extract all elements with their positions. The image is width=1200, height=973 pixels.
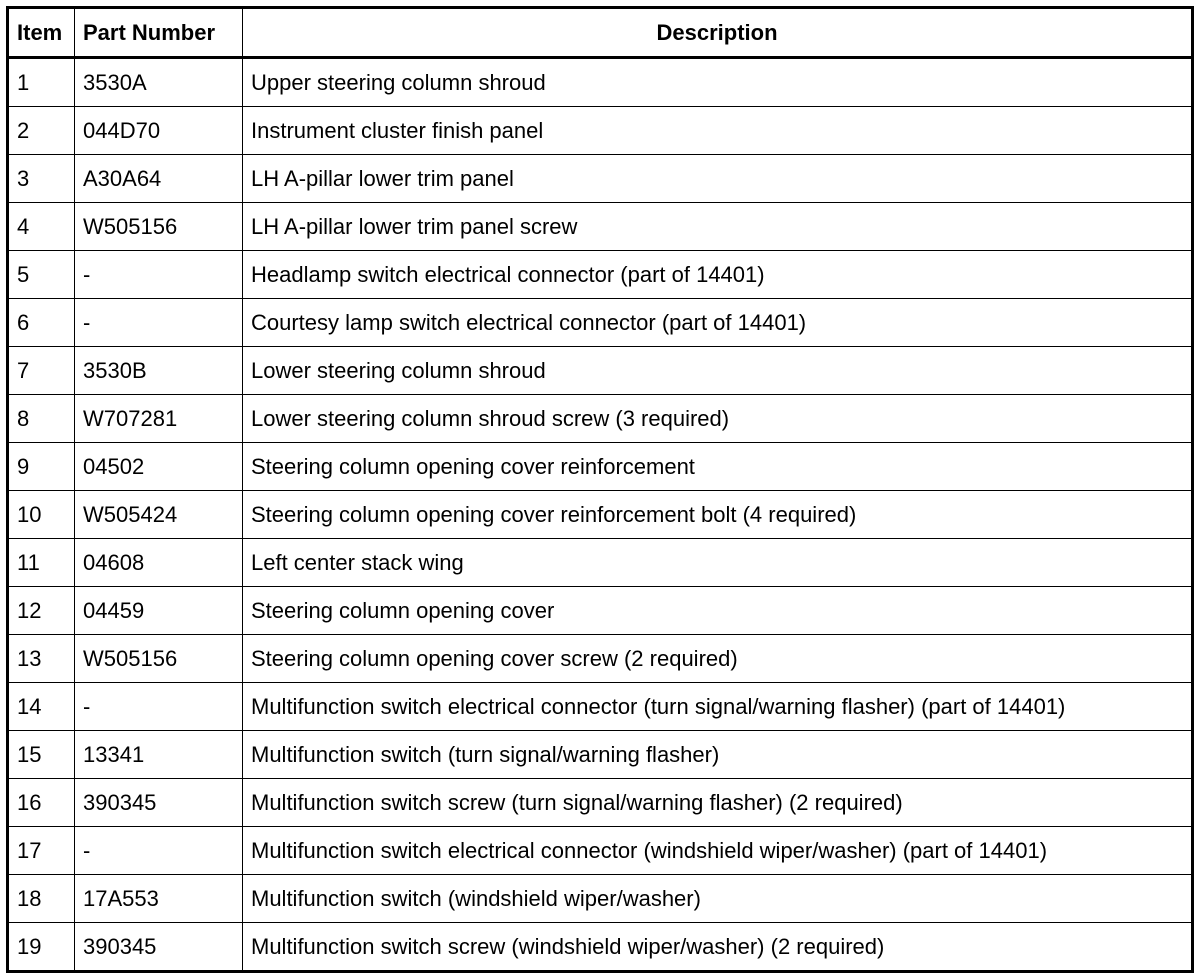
cell-part-number: -: [75, 251, 243, 299]
cell-item: 6: [8, 299, 75, 347]
cell-item: 15: [8, 731, 75, 779]
cell-description: Instrument cluster finish panel: [243, 107, 1193, 155]
cell-description: LH A-pillar lower trim panel screw: [243, 203, 1193, 251]
table-row: [8, 539, 1193, 587]
cell-item: 19: [8, 923, 75, 972]
cell-item: 5: [8, 251, 75, 299]
cell-part-number: 17A553: [75, 875, 243, 923]
parts-table: [6, 6, 1194, 973]
cell-item: 1: [8, 58, 75, 107]
cell-part-number: 3530A: [75, 58, 243, 107]
cell-description: Multifunction switch (windshield wiper/washer): [243, 875, 1193, 923]
cell-description: Courtesy lamp switch electrical connector (part of 14401): [243, 299, 1193, 347]
header-description: Description: [243, 8, 1193, 58]
cell-part-number: 04608: [75, 539, 243, 587]
table-body: [8, 58, 1193, 972]
cell-description: Upper steering column shroud: [243, 58, 1193, 107]
table-row: [8, 203, 1193, 251]
cell-item: 11: [8, 539, 75, 587]
cell-item: 9: [8, 443, 75, 491]
table-row: [8, 731, 1193, 779]
header-item: Item: [8, 8, 75, 58]
table-row: [8, 635, 1193, 683]
table-row: [8, 923, 1193, 972]
table-header: [8, 8, 1193, 58]
table-row: [8, 58, 1193, 107]
cell-item: 4: [8, 203, 75, 251]
cell-description: Lower steering column shroud screw (3 required): [243, 395, 1193, 443]
cell-description: Multifunction switch screw (turn signal/warning flasher) (2 required): [243, 779, 1193, 827]
table-row: [8, 251, 1193, 299]
table-row: [8, 347, 1193, 395]
cell-part-number: -: [75, 299, 243, 347]
cell-description: Steering column opening cover reinforcement: [243, 443, 1193, 491]
cell-part-number: 04502: [75, 443, 243, 491]
cell-item: 7: [8, 347, 75, 395]
cell-part-number: 044D70: [75, 107, 243, 155]
cell-description: Multifunction switch screw (windshield wiper/washer) (2 required): [243, 923, 1193, 972]
table-row: [8, 395, 1193, 443]
cell-description: Steering column opening cover screw (2 required): [243, 635, 1193, 683]
table-row: [8, 491, 1193, 539]
cell-item: 10: [8, 491, 75, 539]
cell-description: Multifunction switch (turn signal/warning flasher): [243, 731, 1193, 779]
header-row: [8, 8, 1193, 58]
cell-item: 16: [8, 779, 75, 827]
cell-item: 14: [8, 683, 75, 731]
cell-part-number: 3530B: [75, 347, 243, 395]
cell-description: Lower steering column shroud: [243, 347, 1193, 395]
table-row: [8, 107, 1193, 155]
cell-part-number: 04459: [75, 587, 243, 635]
table-row: [8, 827, 1193, 875]
cell-part-number: 13341: [75, 731, 243, 779]
cell-item: 8: [8, 395, 75, 443]
cell-part-number: -: [75, 827, 243, 875]
cell-part-number: 390345: [75, 923, 243, 972]
cell-item: 12: [8, 587, 75, 635]
cell-description: Headlamp switch electrical connector (part of 14401): [243, 251, 1193, 299]
cell-part-number: W707281: [75, 395, 243, 443]
header-part-number: Part Number: [75, 8, 243, 58]
cell-item: 18: [8, 875, 75, 923]
cell-description: Multifunction switch electrical connector (turn signal/warning flasher) (part of 14401): [243, 683, 1193, 731]
cell-description: Steering column opening cover reinforcement bolt (4 required): [243, 491, 1193, 539]
table-row: [8, 875, 1193, 923]
table-row: [8, 299, 1193, 347]
cell-part-number: W505424: [75, 491, 243, 539]
cell-item: 13: [8, 635, 75, 683]
cell-part-number: 390345: [75, 779, 243, 827]
cell-description: Steering column opening cover: [243, 587, 1193, 635]
cell-description: Left center stack wing: [243, 539, 1193, 587]
table-row: [8, 155, 1193, 203]
table-row: [8, 587, 1193, 635]
cell-part-number: W505156: [75, 635, 243, 683]
cell-part-number: -: [75, 683, 243, 731]
table-row: [8, 683, 1193, 731]
cell-item: 3: [8, 155, 75, 203]
cell-description: Multifunction switch electrical connector (windshield wiper/washer) (part of 14401): [243, 827, 1193, 875]
cell-description: LH A-pillar lower trim panel: [243, 155, 1193, 203]
table-row: [8, 779, 1193, 827]
cell-part-number: W505156: [75, 203, 243, 251]
cell-item: 2: [8, 107, 75, 155]
table-row: [8, 443, 1193, 491]
cell-item: 17: [8, 827, 75, 875]
cell-part-number: A30A64: [75, 155, 243, 203]
